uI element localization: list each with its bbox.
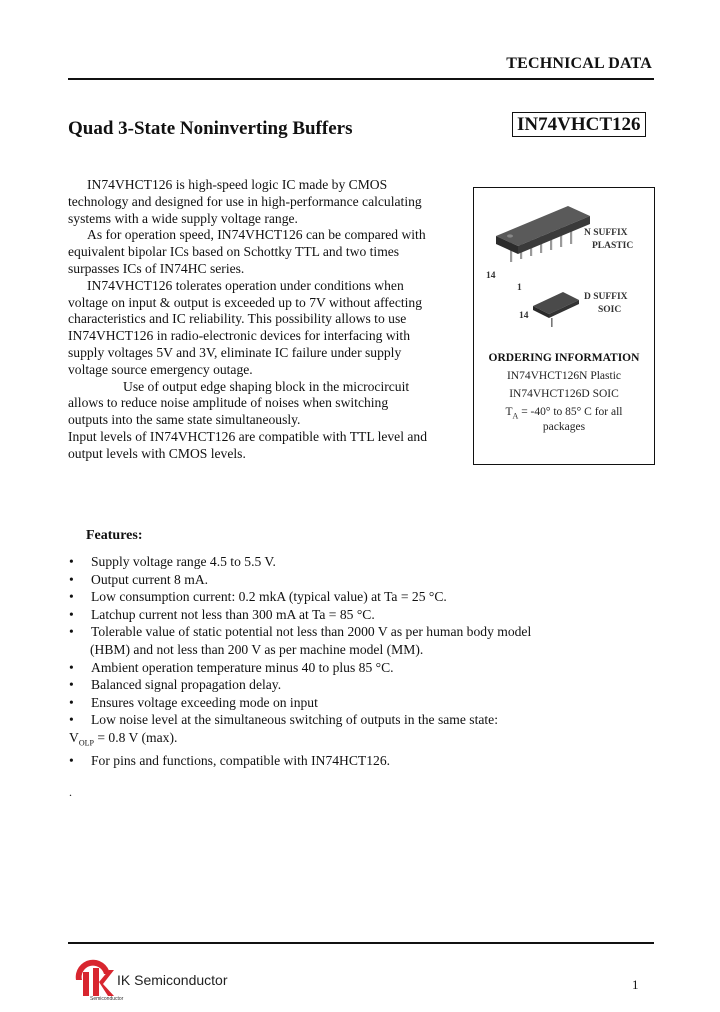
temp-subscript: A (512, 411, 519, 421)
feature-item (68, 676, 668, 694)
features-title: Features: (86, 528, 143, 543)
feature-text: Supply voltage range 4.5 to 5.5 V. (91, 554, 276, 569)
package-ordering-panel (473, 187, 655, 465)
feature-item (68, 659, 668, 677)
vol-symbol: V (69, 729, 79, 745)
ordering-line-plastic: IN74VHCT126N Plastic (506, 370, 622, 382)
feature-text: Tolerable value of static potential not less than 2000 V as per human body model (91, 624, 532, 640)
logo-subtext: Semiconductor (90, 996, 124, 1002)
feature-text: Low consumption current: 0.2 mkA (typical value) at Ta = 25 °C. (91, 589, 447, 605)
description-paragraph-3: IN74VHCT126 tolerates operation under conditions when voltage on input & output is exceeded up to 7V without affecting characteristics and IC reliability. This possibility allows to use IN74VHCT126 in radio-electronic devices for interfacing with supply voltages 5V and 3V, eliminate IC failure under supply voltage source emergency outage. (68, 277, 423, 377)
ordering-info-title: ORDERING INFORMATION (488, 352, 640, 364)
bullet: • (69, 677, 74, 693)
feature-text: Output current 8 mA. (91, 571, 209, 587)
soic-type-label: SOIC (598, 305, 622, 315)
dip-pin-first: 14 (486, 271, 496, 281)
page-number: 1 (632, 977, 639, 992)
feature-text: Low noise level at the simultaneous switching of outputs in the same state: (91, 712, 498, 728)
description-paragraph-5: Input levels of IN74VHCT126 are compatible with TTL level and output levels with CMOS levels. (68, 428, 428, 461)
trailing-mark: . (69, 785, 72, 799)
vol-subscript: OLP (78, 738, 94, 748)
vol-value: = 0.8 V (max). (93, 729, 178, 745)
feature-item (68, 752, 668, 770)
soic-package-image (529, 288, 584, 328)
ordering-temperature-range (474, 406, 654, 420)
bullet: • (69, 554, 74, 569)
feature-item (68, 694, 668, 712)
document-title: Quad 3-State Noninverting Buffers (68, 118, 353, 139)
temp-symbol: T (505, 406, 513, 418)
feature-item (68, 711, 668, 752)
dip-type-label: PLASTIC (592, 241, 634, 251)
feature-item (68, 588, 668, 606)
bullet: • (69, 659, 74, 675)
feature-text: Latchup current not less than 300 mA at Ta = 85 °C. (91, 606, 375, 622)
dip-pin-last: 1 (517, 283, 522, 293)
soic-suffix-label: D SUFFIX (584, 292, 628, 302)
feature-item (68, 553, 668, 571)
description-paragraph-4: Use of output edge shaping block in the microcircuit allows to reduce noise amplitude of noises when switching outputs into the same state simultaneously. (68, 378, 410, 428)
dip-suffix-label: N SUFFIX (584, 228, 628, 238)
feature-text: For pins and functions, compatible with IN74HCT126. (91, 753, 391, 769)
header-divider (68, 78, 654, 80)
ordering-line-soic: IN74VHCT126D SOIC (509, 388, 619, 400)
description-paragraph-1: IN74VHCT126 is high-speed logic IC made by CMOS technology and designed for use in high-performance calculating systems with a wide supply voltage range. (68, 177, 422, 226)
company-name: IK Semiconductor (117, 972, 228, 988)
footer-divider (68, 942, 654, 944)
feature-text: Ambient operation temperature minus 40 to plus 85 °C. (91, 659, 394, 675)
bullet: • (69, 624, 74, 640)
bullet: • (69, 589, 74, 605)
dip-package-image (488, 200, 593, 272)
bullet: • (69, 694, 74, 710)
feature-item (68, 623, 668, 658)
bullet: • (69, 753, 74, 769)
ik-logo-icon (74, 958, 114, 998)
feature-item (68, 571, 668, 589)
part-number-box: IN74VHCT126 (512, 112, 646, 137)
bullet: • (69, 606, 74, 622)
features-list (68, 553, 668, 770)
feature-continuation: (HBM) and not less than 200 V as per machine model (MM). (90, 641, 424, 657)
soic-pin-first: 14 (519, 311, 529, 321)
feature-item (68, 606, 668, 624)
bullet: • (69, 712, 74, 728)
feature-text: Balanced signal propagation delay. (91, 677, 282, 693)
feature-text: Ensures voltage exceeding mode on input (91, 694, 318, 710)
description-text (68, 177, 430, 463)
feature-continuation (69, 729, 668, 752)
temp-range-text: = -40° to 85° C for all (518, 406, 623, 418)
header-title: TECHNICAL DATA (506, 55, 652, 72)
description-paragraph-2: As for operation speed, IN74VHCT126 can be compared with equivalent bipolar ICs based on Schottky TTL and two times surpasses ICs of IN74HC series. (68, 227, 426, 276)
ordering-packages-note: packages (542, 421, 586, 433)
bullet: • (69, 571, 74, 587)
